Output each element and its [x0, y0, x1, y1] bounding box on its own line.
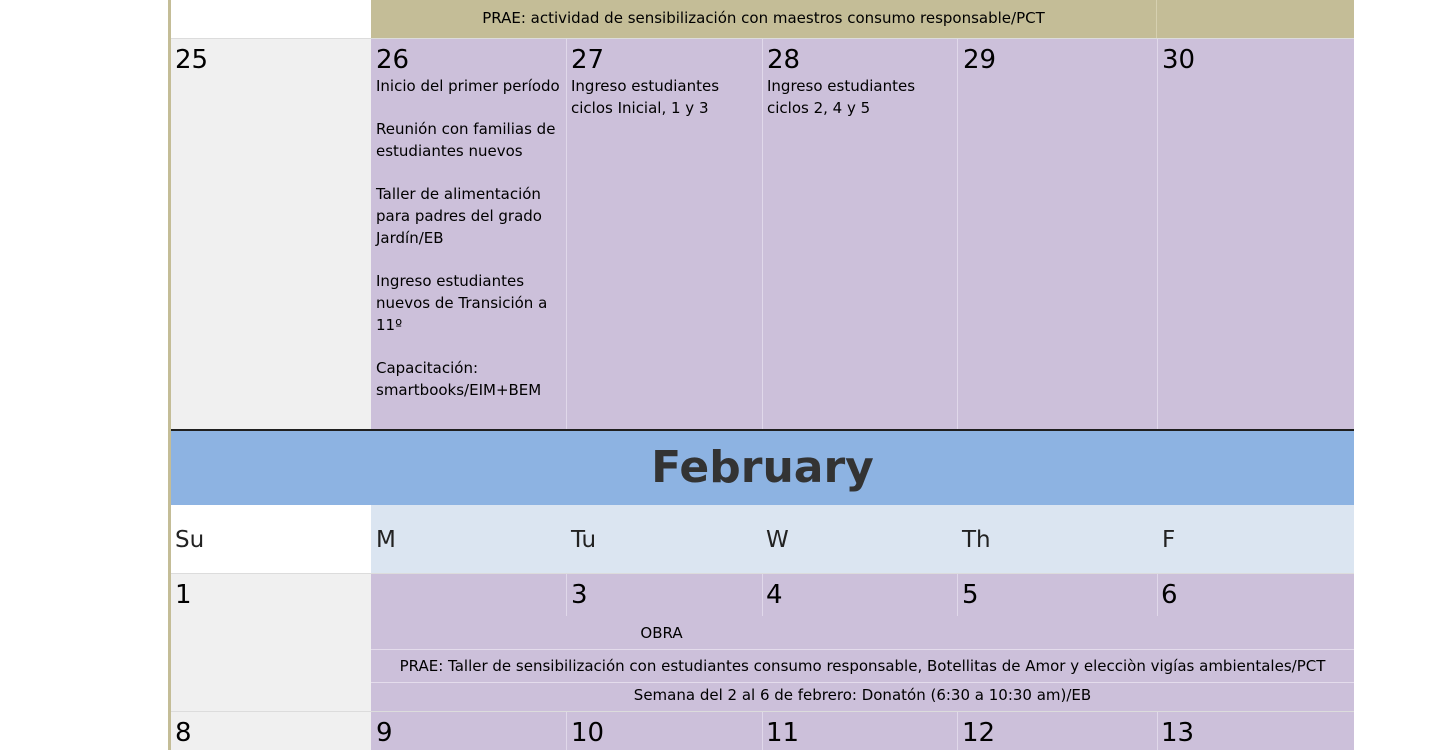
event-divider: [371, 682, 1354, 683]
month-header: [171, 429, 1354, 505]
column-divider: [762, 39, 763, 429]
column-divider: [566, 712, 567, 750]
top-friday-cell: [1157, 0, 1354, 38]
day-cell-28: [762, 39, 957, 429]
column-divider: [957, 574, 958, 616]
column-divider: [1157, 712, 1158, 750]
event-item: Ingreso estudiantes ciclos 2, 4 y 5: [767, 77, 916, 117]
day-cell-29: [957, 39, 1157, 429]
column-divider: [762, 712, 763, 750]
event-donaton: Semana del 2 al 6 de febrero: Donatón (6:30 a 10:30 am)/EB: [633, 686, 1092, 704]
event-item: Ingreso estudiantes nuevos de Transición a 11º: [376, 272, 548, 334]
day-number: 29: [963, 45, 997, 75]
column-divider: [566, 39, 567, 429]
event-item: Inicio del primer período: [376, 77, 560, 95]
weekday-label: F: [1162, 527, 1176, 553]
weekday-label: Tu: [571, 527, 597, 553]
column-divider: [762, 574, 763, 616]
day-number: 8: [175, 718, 192, 748]
top-sunday-cell: [171, 0, 371, 38]
event-item: Reunión con familias de estudiantes nuevos: [376, 120, 556, 160]
column-divider: [957, 39, 958, 429]
day-number: 11: [766, 718, 800, 748]
sunday-cell-8: [171, 712, 371, 750]
weekday-label: M: [376, 527, 396, 553]
top-event-text: PRAE: actividad de sensibilización con maestros consumo responsable/PCT: [482, 9, 1045, 27]
top-event-band: [371, 0, 1156, 38]
day-number: 3: [571, 580, 588, 610]
event-divider: [371, 649, 1354, 650]
event-item: Ingreso estudiantes ciclos Inicial, 1 y 3: [571, 77, 720, 117]
day-number: 9: [376, 718, 393, 748]
event-item: Capacitación: smartbooks/EIM+BEM: [376, 359, 542, 399]
month-title: February: [651, 442, 874, 493]
week-1-events: [371, 574, 1354, 711]
sunday-cell-1: [171, 574, 371, 711]
sunday-cell-25: [171, 39, 371, 429]
day-number: 26: [376, 45, 410, 75]
day-number: 5: [962, 580, 979, 610]
column-divider: [1157, 574, 1158, 616]
day-number: 10: [571, 718, 605, 748]
weekday-row: [371, 505, 1354, 573]
day-number: 4: [766, 580, 783, 610]
column-divider: [1157, 39, 1158, 429]
event-obra: OBRA: [640, 624, 683, 642]
event-prae: PRAE: Taller de sensibilización con estudiantes consumo responsable, Botellitas de Amor y elecciòn vigías ambientales/PCT: [399, 657, 1326, 675]
day-number: 1: [175, 580, 192, 610]
day-number: 30: [1162, 45, 1196, 75]
column-divider: [957, 712, 958, 750]
week-2-row: [371, 712, 1354, 750]
day-number: 6: [1161, 580, 1178, 610]
day-number: 13: [1161, 718, 1195, 748]
day-number: 25: [175, 45, 209, 75]
weekday-label: Su: [175, 527, 205, 553]
event-item: Taller de alimentación para padres del grado Jardín/EB: [376, 185, 542, 247]
column-divider: [566, 574, 567, 616]
weekday-su-cell: [171, 505, 371, 573]
top-divider: [1156, 0, 1157, 38]
day-number: 12: [962, 718, 996, 748]
day-cell-27: [566, 39, 762, 429]
day-events-26: [376, 75, 560, 401]
day-cell-30: [1157, 39, 1354, 429]
day-number: 28: [767, 45, 801, 75]
day-cell-26: [371, 39, 566, 429]
weekday-label: W: [766, 527, 789, 553]
weekday-label: Th: [962, 527, 991, 553]
day-number: 27: [571, 45, 605, 75]
